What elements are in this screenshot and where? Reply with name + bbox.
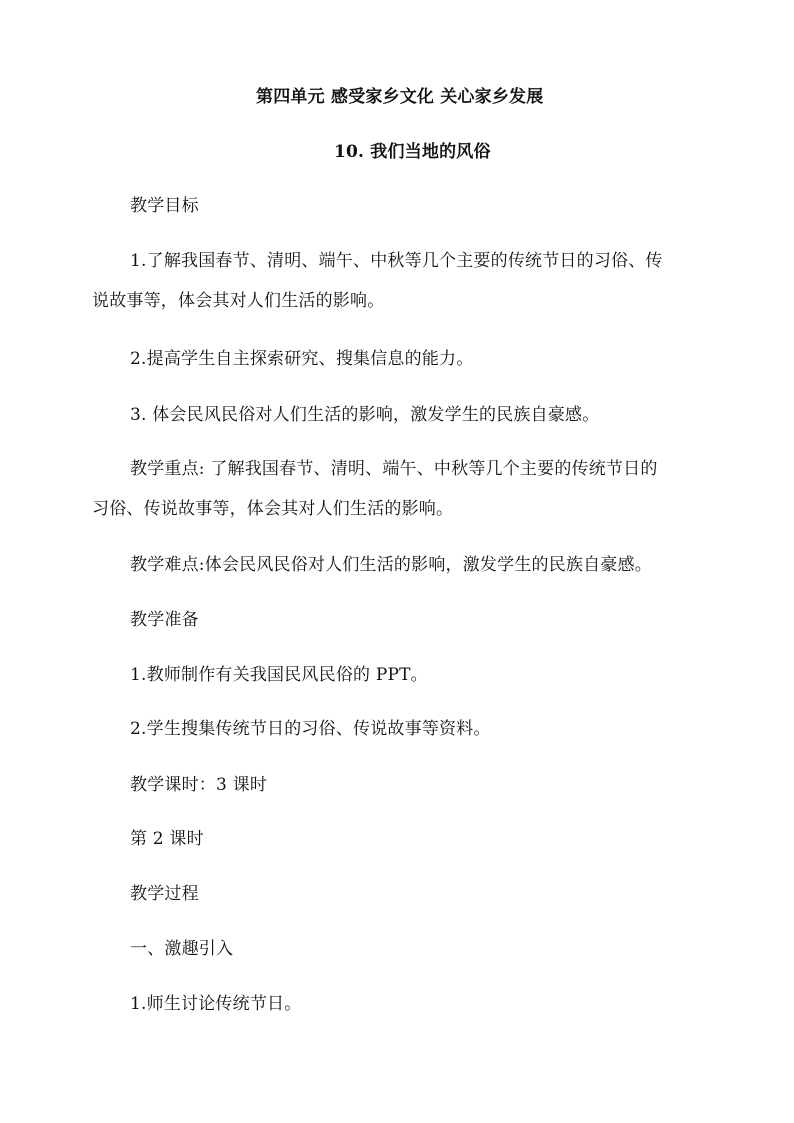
key-point-line-1: 教学重点: 了解我国春节、清明、端午、中秋等几个主要的传统节日的 [130,459,658,479]
preparation-1: 1.教师制作有关我国民风民俗的 PPT。 [130,665,428,685]
objectives-heading: 教学目标 [130,196,199,216]
objective-1-line-2: 说故事等，体会其对人们生活的影响。 [92,291,385,311]
objective-3: 3. 体会民风民俗对人们生活的影响，激发学生的民族自豪感。 [130,405,600,425]
class-hours: 教学课时：3 课时 [130,775,268,795]
process-heading: 教学过程 [130,884,199,904]
lesson-title: 10. 我们当地的风俗 [334,142,491,162]
unit-title: 第四单元 感受家乡文化 关心家乡发展 [256,87,544,107]
objective-1-line-1: 1.了解我国春节、清明、端午、中秋等几个主要的传统节日的习俗、传 [130,251,663,271]
current-lesson: 第 2 课时 [130,829,204,849]
section-1-heading: 一、激趣引入 [130,939,234,959]
objective-2: 2.提高学生自主探索研究、搜集信息的能力。 [130,349,474,369]
difficulty: 教学难点:体会民风民俗对人们生活的影响，激发学生的民族自豪感。 [130,555,652,575]
step-1: 1.师生讨论传统节日。 [130,994,302,1014]
preparation-2: 2.学生搜集传统节日的习俗、传说故事等资料。 [130,719,491,739]
key-point-line-2: 习俗、传说故事等，体会其对人们生活的影响。 [92,499,454,519]
preparation-heading: 教学准备 [130,610,199,630]
